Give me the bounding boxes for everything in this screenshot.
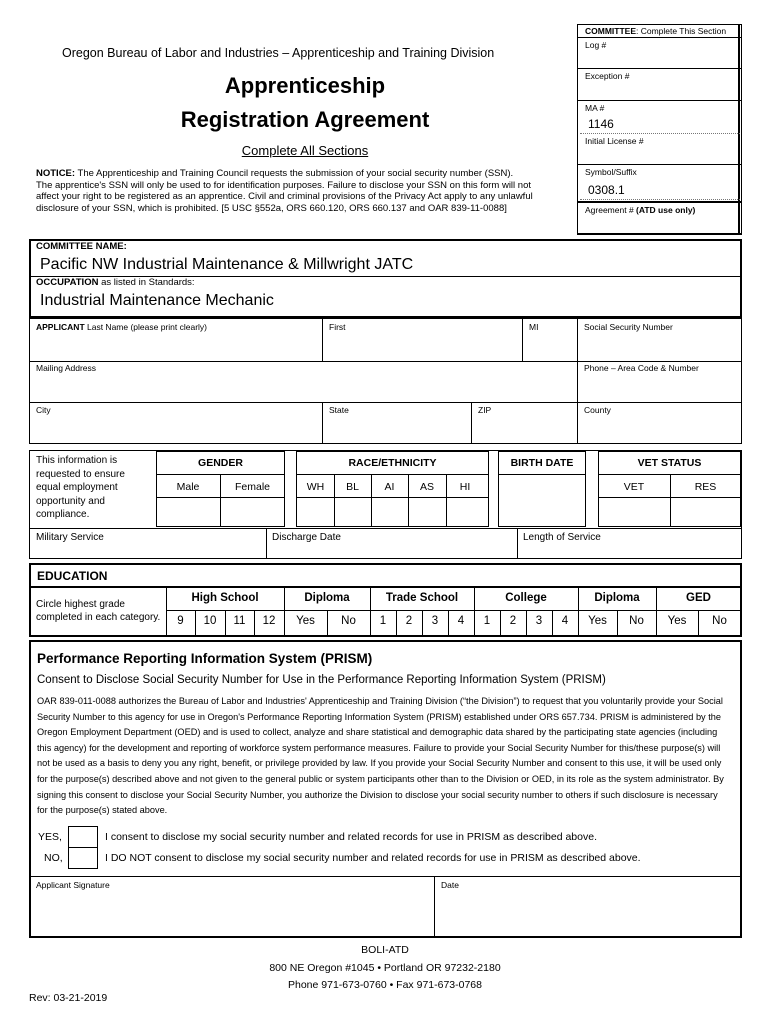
race-bl-label: BL [346, 481, 359, 493]
ssn-label: Social Security Number [584, 322, 673, 332]
length-of-service-label: Length of Service [523, 532, 601, 543]
trade-year-2[interactable]: 2 [405, 615, 413, 627]
discharge-date-field[interactable] [268, 544, 516, 558]
gender-male-label: Male [176, 481, 200, 493]
race-hi-checkbox[interactable] [448, 499, 487, 525]
hs-grade-12[interactable]: 12 [262, 615, 276, 627]
discharge-date-label: Discharge Date [272, 532, 341, 543]
form-subtitle: Complete All Sections [241, 143, 369, 158]
eeo-info-text: This information is requested to ensure equal employment opportunity and compliance. [36, 455, 125, 520]
ma-label: MA # [585, 103, 605, 113]
consent-no-text: I DO NOT consent to disclose my social security number and related records for use in PRISM as described above. [105, 852, 641, 864]
exception-field[interactable] [580, 82, 738, 98]
race-ai-checkbox[interactable] [373, 499, 407, 525]
mi-label: MI [529, 322, 539, 332]
consent-yes-label: YES, [38, 831, 62, 843]
college-year-4[interactable]: 4 [561, 615, 569, 627]
agreement-label: Agreement # (ATD use only) [585, 205, 696, 215]
diploma1-no[interactable]: No [341, 615, 356, 627]
consent-yes-text: I consent to disclose my social security number and related records for use in PRISM as described above. [105, 831, 597, 843]
education-title: EDUCATION [37, 569, 108, 583]
committee-name-value[interactable]: Pacific NW Industrial Maintenance & Millwright JATC [40, 256, 414, 273]
consent-no-label: NO, [44, 852, 63, 864]
race-label: RACE/ETHNICITY [348, 457, 437, 469]
committee-box-title: COMMITTEE: Complete This Section [585, 26, 727, 36]
ma-value[interactable]: 1146 [588, 117, 614, 131]
initial-license-label: Initial License # [585, 136, 644, 146]
hs-grade-11[interactable]: 11 [233, 615, 246, 627]
college-header: College [505, 592, 547, 604]
trade-year-3[interactable]: 3 [431, 615, 439, 627]
diploma1-yes[interactable]: Yes [296, 615, 315, 627]
exception-label: Exception # [585, 71, 630, 81]
birth-date-field[interactable] [500, 476, 584, 525]
footer-phone: Phone 971-673-0760 • Fax 971-673-0768 [288, 979, 482, 991]
state-field[interactable] [324, 416, 470, 442]
applicant-signature-field[interactable] [31, 892, 433, 936]
trade-school-header: Trade School [385, 592, 459, 604]
prism-body: OAR 839-011-0088 authorizes the Bureau of Labor and Industries' Apprenticeship and Training Division (“the Division”) to request that you voluntarily provide your Social Security Number to this agency for use in Oregon's Performance Reporting Information System (PRISM) established under ORS 657.734. PRISM is administered by the Oregon Employment Department (OED) and is used to collect, analyze and share statistical and demographic data shared by the participating state agencies (including this agency) for the development and reporting of workforce system performance measures. Failure to provide your Social Security Number for this/these purpose(s) will not be used as a basis to deny you any right, benefit, or privilege provided by law. If you provide your Social Security Number and consent to this use, it will be used only for the purpose(s) described above and not given to the general public or system participants other than to the Division or OED, in its role as the system administrator. By signing this consent to disclose your Social Security Number, you authorize the Division to disclose your social security number to others if such disclosure is necessary for the purpose(s) stated above. [37, 696, 724, 816]
last-name-label: APPLICANT Last Name (please print clearly) [36, 322, 207, 332]
res-checkbox[interactable] [672, 499, 739, 525]
race-wh-label: WH [306, 481, 325, 493]
race-wh-checkbox[interactable] [298, 499, 333, 525]
diploma-header-1: Diploma [304, 592, 350, 604]
applicant-signature-label: Applicant Signature [36, 880, 110, 890]
mi-field[interactable] [524, 334, 576, 360]
county-label: County [584, 405, 611, 415]
initial-license-field[interactable] [580, 148, 738, 162]
committee-name-label: COMMITTEE NAME: [36, 241, 127, 252]
education-instruction: Circle highest grade completed in each category. [36, 599, 161, 623]
res-option-label: RES [694, 481, 717, 493]
trade-year-4[interactable]: 4 [457, 615, 465, 627]
hs-grade-9[interactable]: 9 [177, 615, 184, 627]
race-ai-label: AI [384, 481, 395, 493]
signature-date-label: Date [441, 880, 459, 890]
consent-no-checkbox[interactable] [68, 847, 98, 869]
phone-label: Phone – Area Code & Number [584, 363, 699, 373]
symbol-value[interactable]: 0308.1 [588, 183, 625, 197]
consent-yes-checkbox[interactable] [68, 826, 98, 848]
ged-yes[interactable]: Yes [667, 615, 687, 627]
race-as-checkbox[interactable] [410, 499, 445, 525]
vet-option-label: VET [623, 481, 645, 493]
college-year-2[interactable]: 2 [509, 615, 517, 627]
ged-no[interactable]: No [712, 615, 727, 627]
agency-name: Oregon Bureau of Labor and Industries – Apprenticeship and Training Division [62, 46, 495, 60]
mailing-address-label: Mailing Address [36, 363, 97, 373]
notice: NOTICE: The Apprenticeship and Training Council requests the submission of your social security number (SSN). The apprentice's SSN will only be used to for identification purposes. Failure to disclose your SSN on this form will not affect your right to be registered as an apprentice. Civil and criminal provisions of the Privacy Act apply to any unlawful disclosure of your SSN, which is prohibited. [5 USC §552a, ORS 660.120, ORS 660.137 and OAR 839-11-0088] [36, 168, 533, 214]
gender-female-checkbox[interactable] [222, 499, 283, 525]
form-title-line2: Registration Agreement [180, 107, 430, 132]
signature-date-field[interactable] [436, 892, 739, 936]
phone-field[interactable] [579, 375, 739, 401]
trade-year-1[interactable]: 1 [379, 615, 387, 627]
hs-grade-10[interactable]: 10 [203, 615, 217, 627]
zip-label: ZIP [478, 405, 492, 415]
occupation-value[interactable]: Industrial Maintenance Mechanic [40, 292, 274, 309]
gender-male-checkbox[interactable] [158, 499, 219, 525]
footer-address: 800 NE Oregon #1045 • Portland OR 97232-2180 [269, 962, 501, 974]
prism-consent-title: Consent to Disclose Social Security Number for Use in the Performance Reporting Information System (PRISM) [37, 674, 606, 686]
city-label: City [36, 405, 51, 415]
revision-date: Rev: 03-21-2019 [29, 992, 108, 1004]
log-field[interactable] [580, 50, 738, 66]
zip-field[interactable] [473, 416, 575, 442]
state-label: State [329, 405, 349, 415]
first-name-label: First [329, 322, 346, 332]
gender-label: GENDER [198, 457, 243, 469]
high-school-header: High School [191, 592, 259, 604]
diploma2-yes[interactable]: Yes [588, 615, 607, 627]
vet-status-label: VET STATUS [637, 457, 702, 469]
occupation-label: OCCUPATION as listed in Standards: [36, 277, 195, 288]
race-bl-checkbox[interactable] [336, 499, 370, 525]
vet-checkbox[interactable] [600, 499, 669, 525]
gender-female-label: Female [234, 481, 270, 493]
ssn-field[interactable] [579, 334, 739, 360]
race-hi-label: HI [459, 481, 471, 493]
first-name-field[interactable] [324, 334, 521, 360]
mailing-address-field[interactable] [31, 375, 575, 401]
prism-title: Performance Reporting Information System (PRISM) [37, 651, 373, 666]
military-service-field[interactable] [31, 544, 265, 558]
diploma-header-2: Diploma [594, 592, 640, 604]
symbol-label: Symbol/Suffix [585, 167, 637, 177]
ged-header: GED [686, 592, 711, 604]
college-year-3[interactable]: 3 [535, 615, 543, 627]
race-as-label: AS [419, 481, 434, 493]
county-field[interactable] [579, 416, 739, 442]
city-field[interactable] [31, 416, 321, 442]
diploma2-no[interactable]: No [629, 615, 644, 627]
birth-date-label: BIRTH DATE [510, 457, 574, 469]
log-label: Log # [585, 40, 607, 50]
length-of-service-field[interactable] [519, 544, 739, 558]
form-title-line1: Apprenticeship [224, 73, 386, 98]
footer-org: BOLI-ATD [361, 944, 409, 956]
last-name-field[interactable] [31, 334, 321, 360]
college-year-1[interactable]: 1 [483, 615, 491, 627]
military-service-label: Military Service [36, 532, 104, 543]
